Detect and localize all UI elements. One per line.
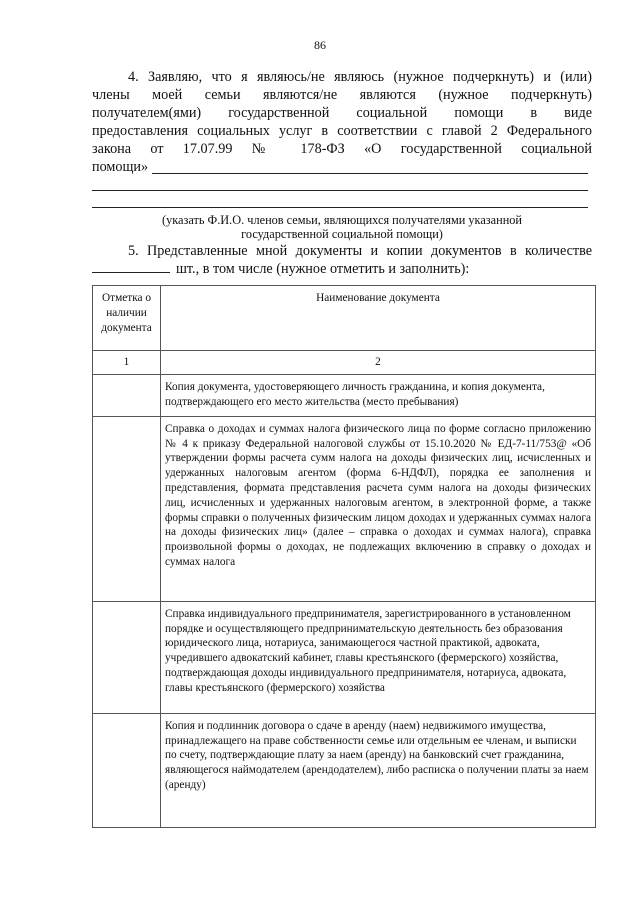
mark-cell[interactable]	[93, 374, 161, 416]
header-document-name: Наименование документа	[161, 286, 596, 351]
document-name-cell: Копия документа, удостоверяющего личность гражданина, и копия документа, подтверждающего его место жительства (место пребывания)	[161, 374, 596, 416]
paragraph-4-line: предоставления социальных услуг в соответствии с главой 2 Федерального	[92, 123, 592, 139]
table-row	[93, 601, 596, 713]
page-number: 86	[314, 38, 326, 52]
table-row	[93, 416, 596, 601]
paragraph-4-line: получателем(ями) государственной социальной помощи в виде	[92, 105, 592, 121]
column-number: 1	[93, 351, 161, 375]
fill-in-line	[152, 173, 588, 174]
document-name-cell: Копия и подлинник договора о сдаче в аренду (наем) недвижимого имущества, принадлежащего на праве собственности семье или отдельным ее членам, и выписки по счету, подтверждающие плату за наем (аренду) на банковский счет гражданина, являющегося наймодателем (арендодателем), либо расписка о получении платы за наем (аренду)	[161, 713, 596, 827]
caption-line: (указать Ф.И.О. членов семьи, являющихся получателями указанной	[161, 213, 523, 227]
paragraph-5-line: шт., в том числе (нужное отметить и заполнить):	[176, 261, 470, 277]
document-name-cell: Справка индивидуального предпринимателя, зарегистрированного в установленном порядке и осуществляющего предпринимательскую деятельность без образования юридического лица, нотариуса, занимающегося частной практикой, адвоката, учредившего адвокатский кабинет, главы крестьянского (фермерского) хозяйства, подтверждающая доходы индивидуального предпринимателя, нотариуса, адвоката, главы крестьянского (фермерского) хозяйства	[161, 601, 596, 713]
document-name-cell: Справка о доходах и суммах налога физического лица по форме согласно приложению № 4 к приказу Федеральной налоговой службы от 15.10.2020 № ЕД-7-11/753@ «Об утверждении формы расчета сумм налога на доходы физических лиц, исчисленных и удержанных налоговым агентом (форма 6-НДФЛ), порядка ее заполнения и представления, формата представления расчета сумм налога на доходы физических лиц, исчисленных и удержанных налоговым агентом, в электронной форме, а также формы справки о полученных физическим лицом доходах и удержанных суммах налога на доходы физических лиц» (далее – справка о доходах и суммах налога), справка произвольной формы о доходах, не подлежащих включению в справку о доходах и суммах налога	[161, 416, 596, 601]
caption-line: государственной социальной помощи)	[241, 227, 443, 241]
paragraph-5-line: 5. Представленные мной документы и копии документов в количестве	[128, 243, 592, 259]
paragraph-4-line: члены моей семьи являются/не являются (нужное подчеркнуть)	[92, 87, 592, 103]
table-row	[93, 713, 596, 827]
paragraph-4-line: помощи»	[92, 159, 149, 175]
mark-cell[interactable]	[93, 416, 161, 601]
mark-cell[interactable]	[93, 713, 161, 827]
table-column-numbers-row	[93, 351, 596, 375]
quantity-fill-line	[92, 272, 170, 273]
column-number: 2	[161, 351, 596, 375]
table-row	[93, 374, 596, 416]
mark-cell[interactable]	[93, 601, 161, 713]
table-header-row	[93, 286, 596, 351]
documents-table	[92, 285, 596, 828]
paragraph-4-line: 4. Заявляю, что я являюсь/не являюсь (нужное подчеркнуть) и (или)	[128, 69, 592, 85]
fill-in-line	[92, 207, 588, 208]
fill-in-line	[92, 190, 588, 191]
header-mark: Отметка о наличии документа	[93, 286, 161, 351]
paragraph-4-line: закона от 17.07.99 № 178-ФЗ «О государственной социальной	[92, 141, 592, 157]
